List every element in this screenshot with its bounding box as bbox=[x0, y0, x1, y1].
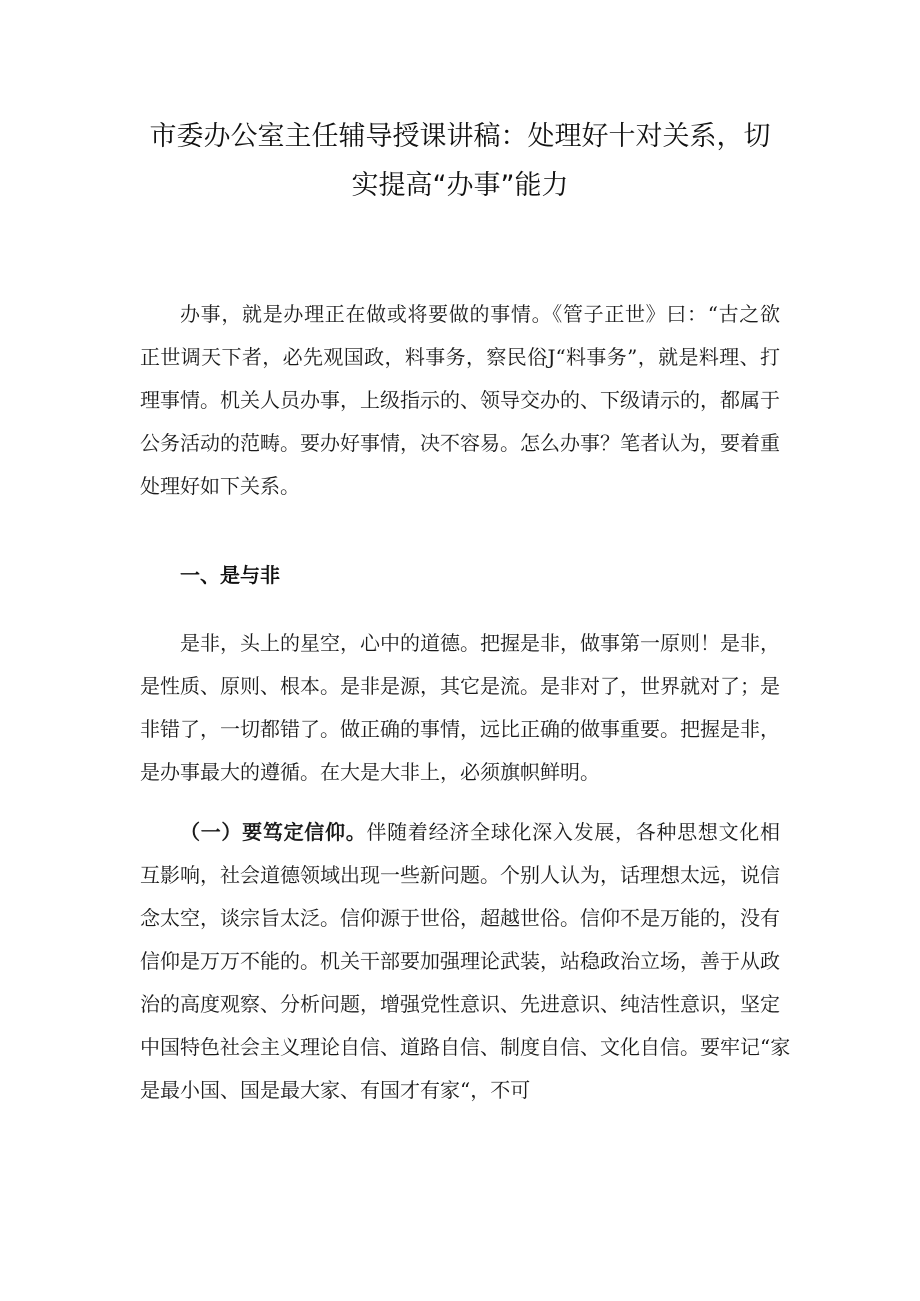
paragraph-line: 办事，就是办理正在做或将要做的事情。《管子正世》曰：“古之欲 bbox=[180, 302, 780, 326]
paragraph-line: 正世调天下者，必先观国政，料事务，察民俗J“料事务”，就是料理、打 bbox=[140, 345, 780, 369]
section-paragraph bbox=[140, 622, 780, 794]
paragraph-line: 是最小国、国是最大家、有国才有家“，不可 bbox=[140, 1078, 531, 1102]
paragraph-line: 公务活动的范畴。要办好事情，决不容易。怎么办事？笔者认为，要着重 bbox=[140, 431, 780, 455]
paragraph-line: 是性质、原则、根本。是非是源，其它是流。是非对了，世界就对了；是 bbox=[140, 674, 780, 698]
paragraph-line: 理事情。机关人员办事，上级指示的、领导交办的、下级请示的，都属于 bbox=[140, 388, 780, 412]
paragraph-line: 处理好如下关系。 bbox=[140, 474, 300, 498]
paragraph-line-rest: 伴随着经济全球化深入发展，各种思想文化相 bbox=[366, 820, 781, 844]
paragraph-line: 念太空，谈宗旨太泛。信仰源于世俗，超越世俗。信仰不是万能的，没有 bbox=[140, 906, 780, 930]
subsection-paragraph bbox=[140, 811, 791, 1112]
paragraph-line: 治的高度观察、分析问题，增强党性意识、先进意识、纯洁性意识，坚定 bbox=[140, 992, 780, 1016]
title-line: 市委办公室主任辅导授课讲稿：处理好十对关系，切 bbox=[149, 121, 771, 152]
paragraph-line: 互影响，社会道德领域出现一些新问题。个别人认为，话理想太远，说信 bbox=[140, 863, 780, 887]
paragraph-first-line bbox=[140, 811, 780, 854]
paragraph-line: 信仰是万万不能的。机关干部要加强理论武装，站稳政治立场，善于从政 bbox=[140, 949, 780, 973]
subsection-lead: （一）要笃定信仰。 bbox=[180, 820, 367, 844]
paragraph-line: 中国特色社会主义理论自信、道路自信、制度自信、文化自信。要牢记“家 bbox=[140, 1035, 791, 1059]
paragraph-line: 是非，头上的星空，心中的道德。把握是非，做事第一原则！是非， bbox=[180, 631, 780, 655]
intro-paragraph bbox=[140, 293, 780, 508]
paragraph-line: 是办事最大的遵循。在大是大非上，必须旗帜鲜明。 bbox=[140, 760, 600, 784]
document-title bbox=[140, 112, 780, 210]
section-heading: 一、是与非 bbox=[180, 563, 280, 587]
title-line: 实提高“办事”能力 bbox=[351, 170, 569, 201]
paragraph-line: 非错了，一切都错了。做正确的事情，远比正确的做事重要。把握是非， bbox=[140, 717, 780, 741]
